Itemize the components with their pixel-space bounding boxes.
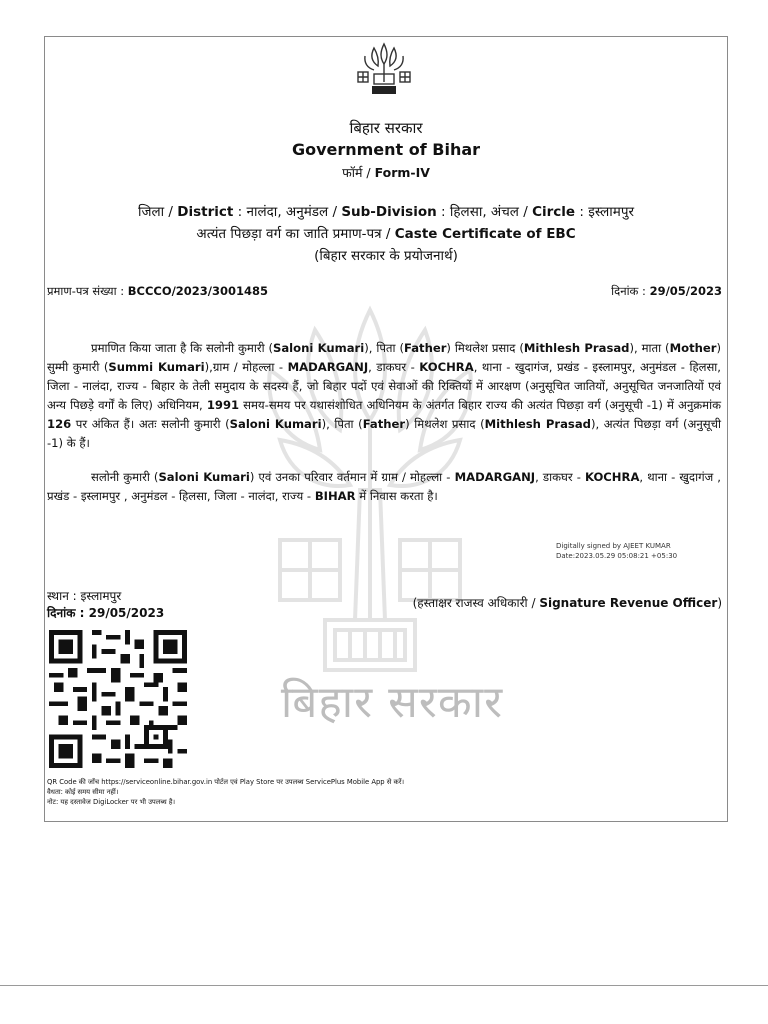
validity-note: वैधता: कोई समय सीमा नहीं। bbox=[47, 788, 119, 796]
digital-signature-date: Date:2023.05.29 05:08:21 +05:30 bbox=[556, 552, 678, 560]
place-date-block bbox=[47, 588, 164, 622]
certificate-purpose: (बिहार सरकार के प्रयोजनार्थ) bbox=[314, 248, 458, 264]
place-label: स्थान : इस्लामपुर bbox=[47, 589, 122, 603]
residence-paragraph: सलोनी कुमारी (Saloni Kumari) एवं उनका परिवार वर्तमान में ग्राम / मोहल्ला - MADARGANJ, डाकघर - KOCHRA, थाना - खुदागंज , प्रखंड - इस्लामपुर , अनुमंडल - हिलसा, जिला - नालंदा, राज्य - BIHAR में निवास करता है। bbox=[47, 470, 721, 503]
certificate-title: अत्यंत पिछड़ा वर्ग का जाति प्रमाण-पत्र / Caste Certificate of EBC bbox=[196, 226, 576, 242]
header-hindi-title: बिहार सरकार bbox=[349, 119, 423, 137]
jurisdiction-line: जिला / District : नालंदा, अनुमंडल / Sub-Division : हिलसा, अंचल / Circle : इस्लामपुर bbox=[137, 204, 635, 220]
certification-paragraph: प्रमाणित किया जाता है कि सलोनी कुमारी (Saloni Kumari), पिता (Father) मिथलेश प्रसाद (Mithlesh Prasad), माता (Mother) सुम्मी कुमारी (Summi Kumari),ग्राम / मोहल्ला - MADARGANJ, डाकघर - KOCHRA, थाना - खुदागंज, प्रखंड - इस्लामपुर, अनुमंडल - हिलसा, जिला - नालंदा, राज्य - बिहार के तेली समुदाय के सदस्य हैं, जो बिहार पदों एवं सेवाओं की रिक्तियों में आरक्षण (अनुसूचित जातियों, अनुसूचित जनजातियों एवं अन्य पिछड़े वर्गों के लिए) अधिनियम, 1991 समय-समय पर यथासंशोधित अधिनियम के अंतर्गत बिहार राज्य की अत्यंत पिछड़ा वर्ग (अनुसूची -1) में अनुक्रमांक 126 पर अंकित हैं। अतः सलोनी कुमारी (Saloni Kumari), पिता (Father) मिथलेश प्रसाद (Mithlesh Prasad), अत्यंत पिछड़ा वर्ग (अनुसूची -1) के हैं। bbox=[47, 341, 721, 450]
qr-code-icon[interactable] bbox=[49, 630, 187, 768]
watermark-text: बिहार सरकार bbox=[280, 677, 504, 728]
digital-signature-signer: Digitally signed by AJEET KUMAR bbox=[556, 542, 671, 550]
page-divider bbox=[0, 985, 768, 986]
header-english-title: Government of Bihar bbox=[291, 140, 481, 159]
digilocker-note: नोट: यह दस्तावेज DigiLocker पर भी उपलब्ध है। bbox=[47, 798, 176, 806]
issue-date-label: दिनांक : 29/05/2023 bbox=[47, 606, 165, 620]
bihar-state-emblem-icon bbox=[352, 40, 416, 98]
digital-signature bbox=[556, 541, 677, 561]
signature-revenue-officer: (हस्ताक्षर राजस्व अधिकारी / Signature Revenue Officer) bbox=[412, 596, 722, 610]
qr-verification-note: QR Code की जाँच https://serviceonline.bihar.gov.in पोर्टल एवं Play Store पर उपलब्ध ServicePlus Mobile App से करें। bbox=[47, 778, 405, 786]
certificate-date: दिनांक : 29/05/2023 bbox=[611, 284, 722, 298]
form-label: फॉर्म / Form-IV bbox=[342, 165, 430, 180]
certificate-number: प्रमाण-पत्र संख्या : BCCCO/2023/3001485 bbox=[47, 284, 269, 298]
